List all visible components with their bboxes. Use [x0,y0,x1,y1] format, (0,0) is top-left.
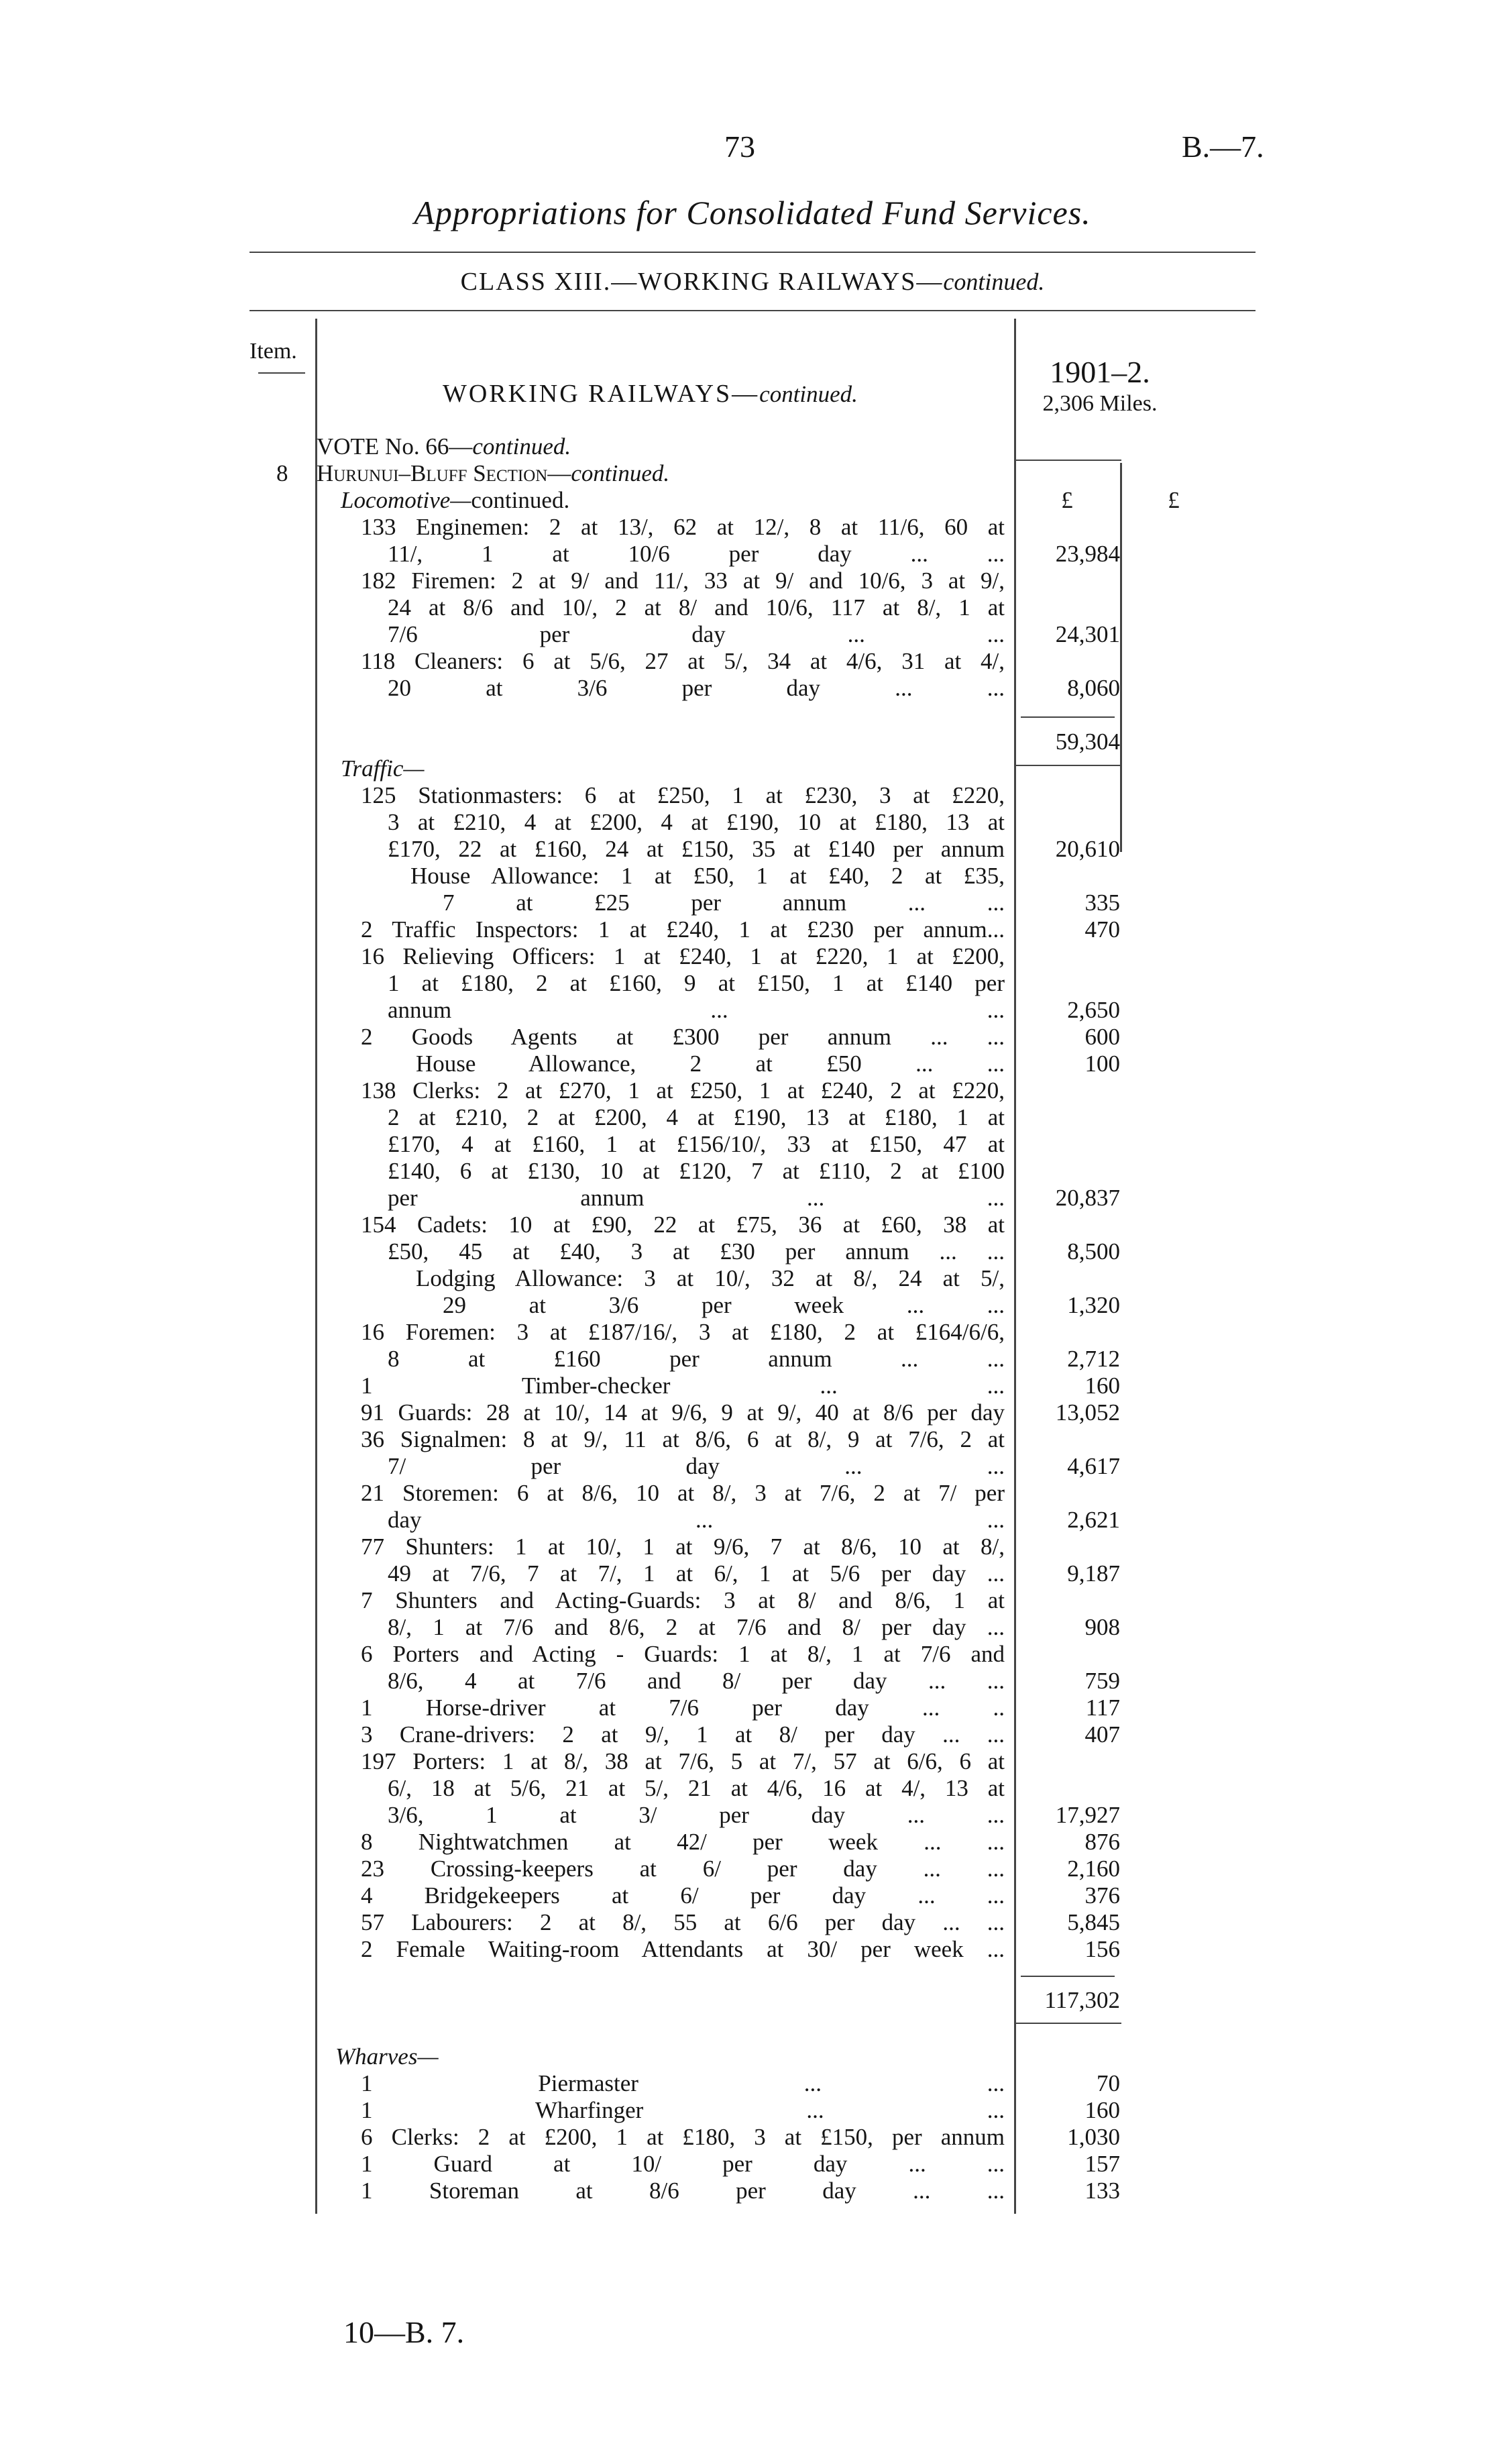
clerks-amount: 20,837 [1055,1185,1120,1211]
foremen-row-cont: 8 at £160 per annum ... ... [388,1346,1005,1372]
locomotive-total-rule [1014,765,1121,766]
lodging-allowance-row: Lodging Allowance: 3 at 10/, 32 at 8/, 24 at 5/, [416,1265,1005,1291]
piermaster-row: 1 Piermaster ... ... [361,2070,1005,2096]
labourers-row: 57 Labourers: 2 at 8/, 55 at 6/6 per day ... ... [361,1909,1005,1935]
storemen-amount: 2,621 [1067,1507,1120,1533]
wharves-heading: Wharves— [335,2043,439,2070]
shunters-amount: 9,187 [1067,1560,1120,1587]
page-number: 73 [724,129,755,164]
wharfinger-row: 1 Wharfinger ... ... [361,2097,1005,2123]
vote-label-text: VOTE No. 66— [317,433,473,460]
traffic-inspectors-row: 2 Traffic Inspectors: 1 at £240, 1 at £230 per annum... [361,916,1005,943]
stationmasters-row-cont2: £170, 22 at £160, 24 at £150, 35 at £140 per annum [388,836,1005,862]
traffic-heading: Traffic— [341,755,425,782]
relieving-officers-row: 16 Relieving Officers: 1 at £240, 1 at £220, 1 at £200, [361,943,1005,969]
porters-row-cont2: 3/6, 1 at 3/ per day ... ... [388,1802,1005,1828]
item-number: 8 [276,460,288,486]
timber-checker-amount: 160 [1084,1373,1120,1399]
crane-drivers-row: 3 Crane-drivers: 2 at 9/, 1 at 8/ per day ... ... [361,1721,1005,1748]
section-heading-continued: continued. [571,460,670,486]
wharf-guard-amount: 157 [1084,2151,1120,2177]
wharf-guard-row: 1 Guard at 10/ per day ... ... [361,2151,1005,2177]
wharf-storeman-row: 1 Storeman at 8/6 per day ... ... [361,2178,1005,2204]
page-title: Appropriations for Consolidated Fund Services. [414,194,1091,231]
relieving-officers-row-cont2: annum ... ... [388,997,1005,1023]
porters-acting-guards-row-cont: 8/6, 4 at 7/6 and 8/ per day ... ... [388,1668,1005,1694]
miles-label: 2,306 Miles. [1042,391,1158,416]
porters-acting-guards-row: 6 Porters and Acting - Guards: 1 at 8/, 1 at 7/6 and [361,1641,1005,1667]
signalmen-row: 36 Signalmen: 8 at 9/, 11 at 8/6, 6 at 8/, 9 at 7/6, 2 at [361,1426,1005,1452]
class-rule [249,310,1256,311]
clerks-row-cont2: £170, 4 at £160, 1 at £156/10/, 33 at £150, 47 at [388,1131,1005,1157]
guards-row: 91 Guards: 28 at 10/, 14 at 9/6, 9 at 9/, 40 at 8/6 per day [361,1399,1005,1426]
cadets-row-cont: £50, 45 at £40, 3 at £30 per annum ... ... [388,1238,1005,1265]
waiting-room-attendants-amount: 156 [1084,1936,1120,1962]
firemen-amount: 24,301 [1055,621,1120,647]
left-margin-line [315,2033,317,2214]
traffic-total: 117,302 [1044,1987,1120,2013]
goods-house-allowance-row: House Allowance, 2 at £50 ... ... [416,1051,1005,1077]
nightwatchmen-row: 8 Nightwatchmen at 42/ per week ... ... [361,1829,1005,1855]
locomotive-subtotal-rule [1021,716,1115,718]
timber-checker-row: 1 Timber-checker ... ... [361,1373,1005,1399]
house-allowance-amount: 335 [1084,890,1120,916]
firemen-row: 182 Firemen: 2 at 9/ and 11/, 33 at 9/ and 10/6, 3 at 9/, [361,568,1005,594]
nightwatchmen-amount: 876 [1084,1829,1120,1855]
horse-driver-row: 1 Horse-driver at 7/6 per day ... .. [361,1695,1005,1721]
goods-house-allowance-amount: 100 [1084,1051,1120,1077]
top-rule [249,252,1256,253]
class-heading-continued: continued. [943,268,1045,295]
porters-row-cont: 6/, 18 at 5/6, 21 at 5/, 21 at 4/6, 16 at 4/, 13 at [388,1775,1005,1801]
shunters-acting-guards-row: 7 Shunters and Acting-Guards: 3 at 8/ and 8/6, 1 at [361,1587,1005,1613]
clerks-row-cont: 2 at £210, 2 at £200, 4 at £190, 13 at £180, 1 at [388,1104,1005,1130]
relieving-officers-row-cont: 1 at £180, 2 at £160, 9 at £150, 1 at £140 per [388,970,1005,996]
crossing-keepers-row: 23 Crossing-keepers at 6/ per day ... ... [361,1856,1005,1882]
relieving-officers-amount: 2,650 [1067,997,1120,1023]
section-title-continued: continued. [759,381,858,407]
firemen-row-cont2: 7/6 per day ... ... [388,621,1005,647]
traffic-inspectors-amount: 470 [1084,916,1120,943]
waiting-room-attendants-row: 2 Female Waiting-room Attendants at 30/ per week ... [361,1936,1005,1962]
cadets-row: 154 Cadets: 10 at £90, 22 at £75, 36 at £60, 38 at [361,1212,1005,1238]
total-column-line [1120,463,1122,852]
porters-row: 197 Porters: 1 at 8/, 38 at 7/6, 5 at 7/, 57 at 6/6, 6 at [361,1748,1005,1774]
stationmasters-row: 125 Stationmasters: 6 at £250, 1 at £230, 3 at £220, [361,782,1005,808]
crossing-keepers-amount: 2,160 [1067,1856,1120,1882]
porters-acting-guards-amount: 759 [1084,1668,1120,1694]
item-column-header: Item. [249,339,297,364]
house-allowance-row-cont: 7 at £25 per annum ... ... [443,890,1005,916]
wharf-clerks-amount: 1,030 [1067,2124,1120,2150]
crane-drivers-amount: 407 [1084,1721,1120,1748]
lodging-allowance-row-cont: 29 at 3/6 per week ... ... [443,1292,1005,1318]
enginemen-amount: 23,984 [1055,541,1120,567]
section-title-text: WORKING RAILWAYS— [443,380,760,408]
document-reference: B.—7. [1182,129,1264,164]
class-heading-text: CLASS XIII.—WORKING RAILWAYS— [460,268,944,296]
signalmen-amount: 4,617 [1067,1453,1120,1479]
section-title [443,379,858,409]
shunters-row-cont: 49 at 7/6, 7 at 7/, 1 at 6/, 1 at 5/6 per day ... [388,1560,1005,1587]
section-heading [317,460,669,487]
pound-sign-total: £ [1168,487,1180,513]
locomotive-heading-continued: continued. [471,487,570,513]
pound-sign-amount: £ [1061,487,1073,513]
header-body-rule [1014,460,1121,461]
clerks-row-cont3: £140, 6 at £130, 10 at £120, 7 at £110, 2 at £100 [388,1158,1005,1184]
foremen-row: 16 Foremen: 3 at £187/16/, 3 at £180, 2 at £164/6/6, [361,1319,1005,1345]
bridgekeepers-row: 4 Bridgekeepers at 6/ per day ... ... [361,1882,1005,1909]
section-heading-text: Hurunui–Bluff Section— [317,460,571,486]
storemen-row: 21 Storemen: 6 at 8/6, 10 at 8/, 3 at 7/6, 2 at 7/ per [361,1480,1005,1506]
enginemen-row-cont: 11/, 1 at 10/6 per day ... ... [388,541,1005,567]
shunters-row: 77 Shunters: 1 at 10/, 1 at 9/6, 7 at 8/6, 10 at 8/, [361,1534,1005,1560]
printer-signature: 10—B. 7. [343,2315,465,2349]
lodging-allowance-amount: 1,320 [1067,1292,1120,1318]
firemen-row-cont: 24 at 8/6 and 10/, 2 at 8/ and 10/6, 117 at 8/, 1 at [388,594,1005,621]
cadets-amount: 8,500 [1067,1238,1120,1265]
wharf-storeman-amount: 133 [1084,2178,1120,2204]
storemen-row-cont: day ... ... [388,1507,1005,1533]
traffic-subtotal-rule [1021,1976,1115,1977]
goods-agents-row: 2 Goods Agents at £300 per annum ... ... [361,1024,1005,1050]
item-header-underline [258,372,305,374]
locomotive-heading [341,487,569,514]
clerks-row: 138 Clerks: 2 at £270, 1 at £250, 1 at £240, 2 at £220, [361,1077,1005,1104]
signalmen-row-cont: 7/ per day ... ... [388,1453,1005,1479]
clerks-row-cont4: per annum ... ... [388,1185,1005,1211]
stationmasters-row-cont: 3 at £210, 4 at £200, 4 at £190, 10 at £180, 13 at [388,809,1005,835]
piermaster-amount: 70 [1097,2070,1120,2096]
house-allowance-row: House Allowance: 1 at £50, 1 at £40, 2 at £35, [410,863,1005,889]
vote-label-continued: continued. [472,433,571,460]
horse-driver-amount: 117 [1085,1695,1120,1721]
year-column-header: 1901–2. [1050,355,1150,389]
wharf-clerks-row: 6 Clerks: 2 at £200, 1 at £180, 3 at £150, per annum [361,2124,1005,2150]
vote-label [317,433,571,460]
class-heading [0,267,1505,297]
labourers-amount: 5,845 [1067,1909,1120,1935]
wharfinger-amount: 160 [1084,2097,1120,2123]
porters-amount: 17,927 [1055,1802,1120,1828]
cleaners-row: 118 Cleaners: 6 at 5/6, 27 at 5/, 34 at 4/6, 31 at 4/, [361,648,1005,674]
item-column-line [315,319,317,2033]
amount-column-line [1014,319,1016,2033]
locomotive-heading-text: Locomotive— [341,487,471,513]
bridgekeepers-amount: 376 [1084,1882,1120,1909]
traffic-total-rule [1014,2023,1121,2024]
cleaners-row-cont: 20 at 3/6 per day ... ... [388,675,1005,701]
goods-agents-amount: 600 [1084,1024,1120,1050]
locomotive-total: 59,304 [1055,729,1120,755]
enginemen-row: 133 Enginemen: 2 at 13/, 62 at 12/, 8 at 11/6, 60 at [361,514,1005,540]
shunters-acting-guards-row-cont: 8/, 1 at 7/6 and 8/6, 2 at 7/6 and 8/ per day ... [388,1614,1005,1640]
shunters-acting-guards-amount: 908 [1084,1614,1120,1640]
guards-amount: 13,052 [1055,1399,1120,1426]
foremen-amount: 2,712 [1067,1346,1120,1372]
cleaners-amount: 8,060 [1067,675,1120,701]
stationmasters-amount: 20,610 [1055,836,1120,862]
